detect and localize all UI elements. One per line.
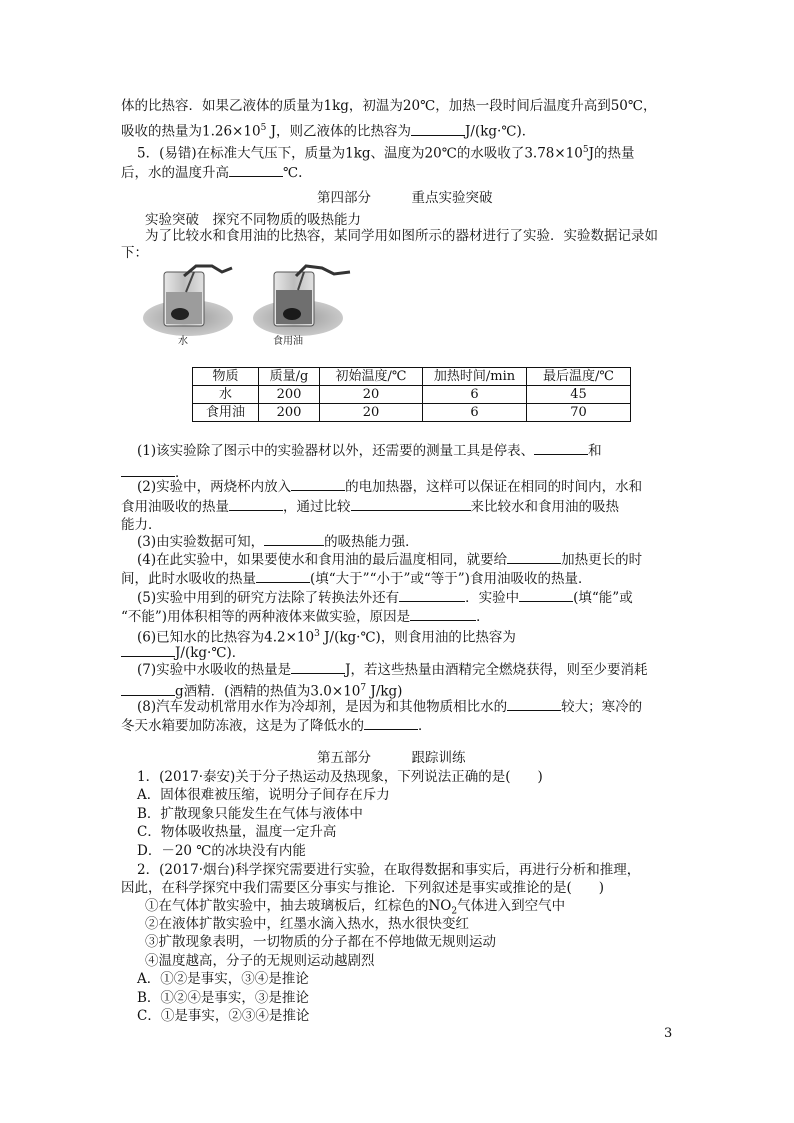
question-text: J，若这些热量由酒精完全燃烧获得，则至少要消耗	[345, 662, 648, 678]
table-cell: 20	[320, 404, 423, 422]
table-header: 质量/g	[259, 368, 320, 386]
intro-text: J的热量	[588, 145, 635, 162]
mc2-stem-1: 2．(2017·烟台)科学探究需要进行实验，在取得数据和事实后，再进行分析和推理，	[137, 862, 641, 878]
question-exponent: 7	[360, 683, 367, 693]
intro-text: 后，水的温度升高	[121, 165, 229, 181]
table-cell: 70	[527, 404, 631, 422]
mc1-option-b: B．扩散现象只能发生在气体与液体中	[137, 806, 363, 822]
question-4-cont	[121, 568, 591, 589]
part5-title: 第五部分 跟踪训练	[317, 750, 466, 766]
page-number: 3	[664, 1026, 673, 1041]
answer-blank[interactable]	[291, 659, 345, 674]
intro-exponent: 5	[260, 123, 267, 133]
intro-text: 5．(易错)在标准大气压下，质量为1kg、温度为20℃的水吸收了3.78×10	[137, 145, 583, 162]
question-exponent: 3	[314, 629, 320, 639]
question-text: ．	[418, 718, 432, 734]
part4-title: 第四部分 重点实验突破	[317, 190, 493, 206]
mc1-option-a: A．固体很难被压缩，说明分子间存在斥力	[137, 787, 390, 803]
answer-blank[interactable]	[229, 162, 283, 177]
answer-blank[interactable]	[364, 715, 418, 730]
answer-blank[interactable]	[121, 462, 175, 477]
part4-subtitle: 实验突破 探究不同物质的吸热能力	[145, 212, 361, 228]
table-row	[193, 404, 631, 422]
part4-desc-1: 为了比较水和食用油的比热容，某同学用如图所示的器材进行了实验．实验数据记录如	[145, 228, 658, 244]
intro-line-2	[121, 118, 535, 142]
question-5	[137, 587, 633, 608]
table-cell: 200	[259, 386, 320, 404]
table-header: 最后温度/℃	[527, 368, 631, 386]
water-beaker-photo	[143, 266, 233, 336]
intro-q5-line-1	[137, 140, 635, 164]
data-table	[192, 367, 631, 422]
question-text: (8)汽车发动机常用水作为冷却剂，是因为和其他物质相比水的	[137, 699, 508, 715]
table-header: 物质	[193, 368, 259, 386]
intro-text: 吸收的热量为1.26×10	[121, 123, 261, 140]
question-text: J/kg)	[366, 683, 403, 700]
question-text: 的电加热器，这样可以保证在相同的时间内，水和	[345, 479, 643, 495]
question-text: g酒精．(酒精的热值为3.0×10	[175, 683, 361, 700]
question-2-cont	[121, 496, 619, 517]
table-header: 初始温度/℃	[320, 368, 423, 386]
question-text: 较大；寒冷的	[561, 699, 643, 715]
answer-blank[interactable]	[256, 568, 310, 583]
intro-line-1: 体的比热容．如果乙液体的质量为1kg，初温为20℃，加热一段时间后温度升高到50℃，	[121, 98, 657, 114]
question-text: 食用油吸收的热量	[121, 499, 229, 515]
part4-desc-2: 下：	[121, 245, 148, 261]
table-cell: 水	[193, 386, 259, 404]
answer-blank[interactable]	[121, 681, 175, 696]
question-2	[137, 476, 642, 497]
oil-beaker-photo	[253, 266, 350, 336]
intro-text: J，则乙液体的比热容为	[266, 123, 411, 140]
question-text: ．	[175, 465, 189, 481]
statement-subscript: 2	[451, 906, 458, 917]
question-text: 间，此时水吸收的热量	[121, 571, 256, 587]
answer-blank[interactable]	[411, 121, 465, 136]
table-cell: 45	[527, 386, 631, 404]
photo-label-water: 水	[178, 336, 188, 347]
question-text: (4)在此实验中，如果要使水和食用油的最后温度相同，就要给	[137, 552, 508, 568]
intro-text: ℃.	[283, 165, 303, 181]
table-cell: 6	[423, 386, 527, 404]
answer-blank[interactable]	[264, 531, 324, 546]
question-text: (1)该实验除了图示中的实验器材以外，还需要的测量工具是停表、	[137, 443, 535, 459]
table-cell: 食用油	[193, 404, 259, 422]
question-text: (填“大于”“小于”或“等于”)食用油吸收的热量．	[310, 571, 592, 587]
answer-blank[interactable]	[351, 496, 471, 511]
question-text: “不能”)用体积相等的两种液体来做实验，原因是	[121, 609, 411, 625]
table-header: 加热时间/min	[423, 368, 527, 386]
question-text: ．	[476, 609, 490, 625]
mc2-option-c: C．①是事实，②③④是推论	[137, 1008, 310, 1024]
question-text: 来比较水和食用油的吸热	[470, 499, 619, 515]
mc2-statement-4: ④温度越高，分子的无规则运动越剧烈	[145, 953, 375, 969]
mc2-option-b: B．①②④是事实，③是推论	[137, 990, 309, 1006]
answer-blank[interactable]	[229, 496, 283, 511]
answer-blank[interactable]	[410, 606, 476, 621]
table-cell: 6	[423, 404, 527, 422]
question-text: 加热更长的时	[561, 552, 643, 568]
question-1	[137, 440, 602, 461]
question-text: (6)已知水的比热容为4.2×10	[137, 629, 315, 646]
statement-text: 气体进入到空气中	[457, 898, 566, 914]
mc1-option-d: D．－20 ℃的冰块没有内能	[137, 843, 306, 859]
question-text: (5)实验中用到的研究方法除了转换法外还有	[137, 590, 400, 606]
intro-text: J/(kg·℃)．	[465, 123, 536, 140]
answer-blank[interactable]	[121, 642, 175, 657]
question-text: ，通过比较	[283, 499, 351, 515]
intro-q5-line-2	[121, 162, 302, 183]
question-4	[137, 549, 642, 570]
mc1-option-c: C．物体吸收热量，温度一定升高	[137, 824, 337, 840]
question-text: (填“能”或	[573, 590, 633, 606]
mc2-statement-3: ③扩散现象表明，一切物质的分子都在不停地做无规则运动	[145, 934, 496, 950]
answer-blank[interactable]	[399, 587, 465, 602]
question-text: 的吸热能力强．	[324, 534, 419, 550]
question-text: (3)由实验数据可知，	[137, 534, 265, 550]
answer-blank[interactable]	[507, 696, 561, 711]
question-7	[137, 659, 648, 680]
photo-label-oil: 食用油	[273, 336, 303, 347]
intro-exponent: 5	[582, 145, 589, 155]
question-text: (7)实验中水吸收的热量是	[137, 662, 292, 678]
statement-text: ①在气体扩散实验中，抽去玻璃板后，红棕色的NO	[145, 898, 452, 914]
answer-blank[interactable]	[519, 587, 573, 602]
question-text: ．实验中	[465, 590, 520, 606]
question-text: 和	[588, 443, 602, 459]
mc1-stem: 1．(2017·泰安)关于分子热运动及热现象，下列说法正确的是( )	[137, 769, 543, 785]
question-text: 冬天水箱要加防冻液，这是为了降低水的	[121, 718, 364, 734]
answer-blank[interactable]	[291, 476, 345, 491]
question-text: J/(kg·℃)．	[175, 645, 246, 661]
table-cell: 20	[320, 386, 423, 404]
mc2-stem-2: 因此，在科学探究中我们需要区分事实与推论．下列叙述是事实或推论的是( )	[121, 880, 605, 896]
question-8	[137, 696, 642, 717]
mc2-statement-2: ②在液体扩散实验中，红墨水滴入热水，热水很快变红	[145, 916, 469, 932]
table-header-row	[193, 368, 631, 386]
question-2-end: 能力．	[121, 517, 162, 533]
answer-blank[interactable]	[534, 440, 588, 455]
table-row	[193, 386, 631, 404]
question-text: J/(kg·℃)，则食用油的比热容为	[319, 629, 516, 646]
question-text: (2)实验中，两烧杯内放入	[137, 479, 292, 495]
answer-blank[interactable]	[507, 549, 561, 564]
table-cell: 200	[259, 404, 320, 422]
question-8-cont	[121, 715, 432, 736]
experiment-photo	[140, 262, 380, 354]
mc2-option-a: A．①②是事实，③④是推论	[137, 971, 309, 987]
